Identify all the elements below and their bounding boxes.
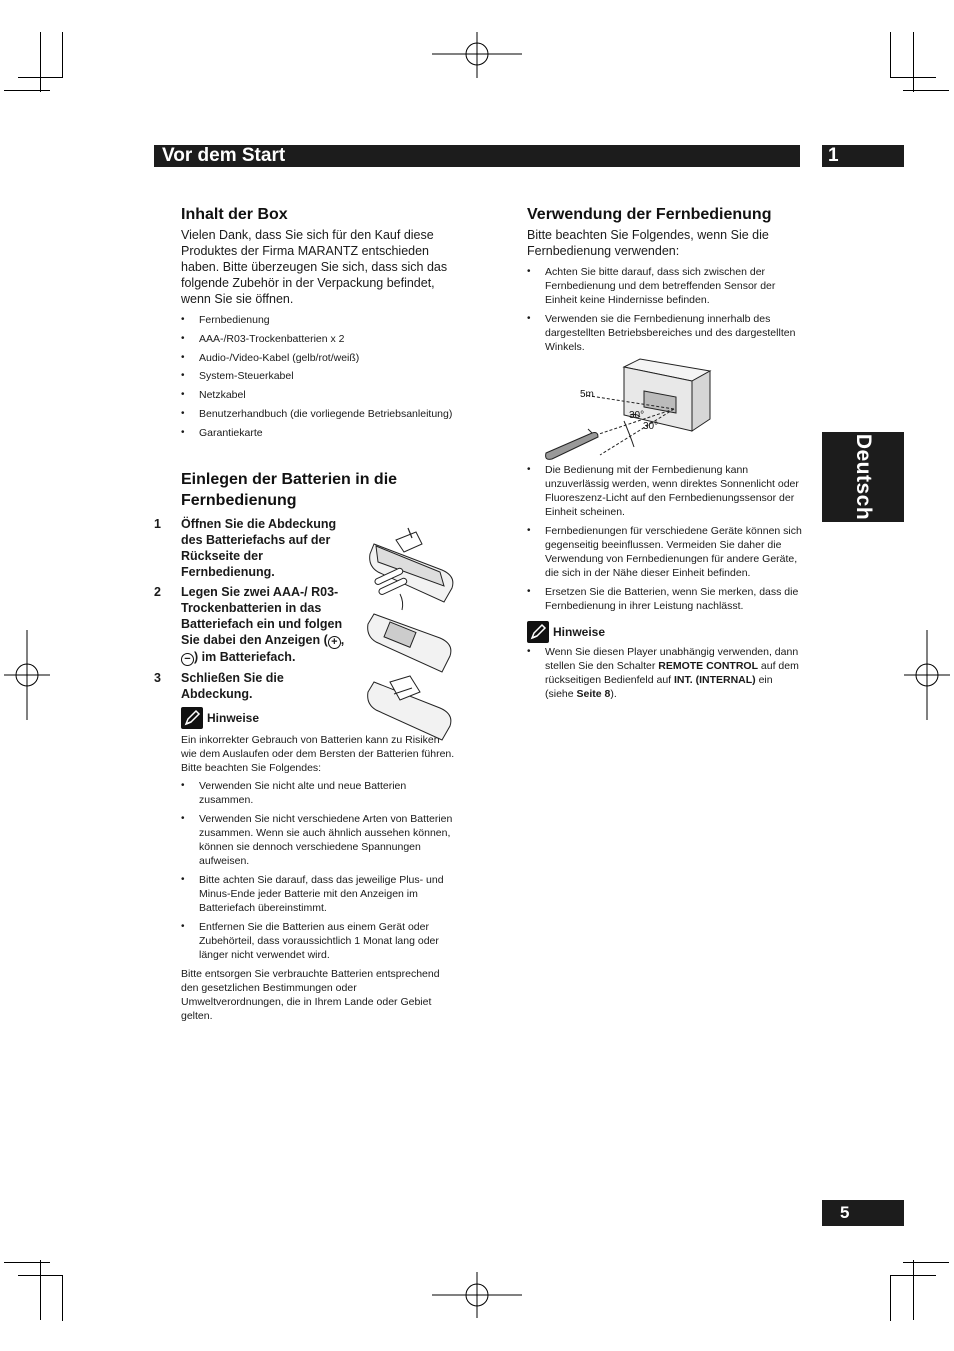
page-reference: Seite 8 xyxy=(576,688,611,700)
remote-usage-list-bottom xyxy=(527,463,803,613)
remote-usage-lower xyxy=(527,463,803,706)
remote-notes-header xyxy=(527,621,803,643)
range-distance-label: 5m xyxy=(580,389,594,400)
remote-notes-title: Hinweise xyxy=(553,625,606,639)
page-number-box xyxy=(822,1200,904,1226)
battery-disposal-note: Bitte entsorgen Sie verbrauchte Batterien entsprechend den gesetzlichen Bestimmungen oder Umweltverordnungen, die in Ihrem Lande oder Gebiet gelten. xyxy=(181,968,440,1022)
step-number: 1 xyxy=(154,517,161,531)
language-label: Deutsch xyxy=(852,433,875,521)
chapter-number: 1 xyxy=(828,145,839,166)
pencil-note-icon xyxy=(527,621,549,643)
battery-notes-intro: Ein inkorrekter Gebrauch von Batterien kann zu Risiken wie dem Auslaufen oder dem Bersten der Batterien führen. Bitte beachten Sie Folgendes: xyxy=(181,734,455,774)
remote-range-diagram xyxy=(540,355,730,461)
remote-usage-section xyxy=(527,204,803,359)
battery-step-3 xyxy=(154,670,346,702)
box-contents-heading: Inhalt der Box xyxy=(181,206,288,223)
list-item: • Benutzerhandbuch (die vorliegende Betriebsanleitung) xyxy=(181,407,456,421)
plus-symbol: + xyxy=(328,636,341,649)
list-item: • Fernbedienungen für verschiedene Geräte können sich gegenseitig beeinflussen. Vermeiden Sie daher die Verwendung von Fernbedienungen für andere Geräte, die sich in der Nähe dieser Einheit befinden. xyxy=(527,524,803,580)
comma: , xyxy=(340,633,345,647)
list-item: • Audio-/Video-Kabel (gelb/rot/weiß) xyxy=(181,351,456,365)
list-item: • Netzkabel xyxy=(181,388,456,402)
box-contents-intro: Vielen Dank, dass Sie sich für den Kauf diese Produktes der Firma MARANTZ entschieden haben. Bitte überzeugen Sie sich, dass sich das folgende Zubehör in der Verpackung befindet, wenn Sie sie öffnen. xyxy=(181,228,448,306)
list-item: • Die Bedienung mit der Fernbedienung kann unzuverlässig werden, wenn direktes Sonnenlicht oder Fluoreszenz-Licht auf den Fernbedienungssensor der Einheit scheinen. xyxy=(527,463,803,519)
list-item: • Garantiekarte xyxy=(181,426,456,440)
remote-usage-heading: Verwendung der Fernbedienung xyxy=(527,206,772,223)
page-number: 5 xyxy=(840,1203,850,1222)
minus-symbol: − xyxy=(181,653,194,666)
step-text-end: ) im Batteriefach. xyxy=(194,650,296,664)
list-item: • Bitte achten Sie darauf, dass das jeweilige Plus- und Minus-Ende jeder Batterie mit den Anzeigen im Batteriefach übereinstimmt. xyxy=(181,873,456,915)
section-header-bar xyxy=(154,145,800,167)
registration-mark-bottom xyxy=(432,1272,522,1318)
step-number: 2 xyxy=(154,585,161,599)
battery-notes-header xyxy=(181,707,456,729)
battery-notes xyxy=(181,707,456,1023)
step-number: 3 xyxy=(154,671,161,685)
list-item: • Fernbedienung xyxy=(181,313,456,327)
battery-step-2 xyxy=(154,584,346,666)
list-item: • Verwenden Sie nicht verschiedene Arten von Batterien zusammen. Wenn sie auch ähnlich aussehen können, können sie dennoch verschiedene Spannungen aufweisen. xyxy=(181,812,456,868)
list-item: • Entfernen Sie die Batterien aus einem Gerät oder Zubehörteil, dass voraussichtlich 1 Monat lang oder länger nicht verwendet wird. xyxy=(181,920,456,962)
internal-setting-label: INT. (INTERNAL) xyxy=(674,674,756,686)
battery-section-heading xyxy=(181,469,456,511)
list-item: • AAA-/R03-Trockenbatterien x 2 xyxy=(181,332,456,346)
battery-notes-title: Hinweise xyxy=(207,711,260,725)
step-text: Öffnen Sie die Abdeckung des Batteriefachs auf der Rückseite der Fernbedienung. xyxy=(181,517,337,579)
section-title: Vor dem Start xyxy=(162,145,286,166)
remote-notes-list xyxy=(527,645,803,701)
registration-mark-left xyxy=(4,630,50,720)
list-item: • Verwenden Sie nicht alte und neue Batterien zusammen. xyxy=(181,779,456,807)
range-angle-upper-label: 30° xyxy=(629,410,645,421)
box-contents-section xyxy=(181,204,456,445)
remote-usage-list-top xyxy=(527,265,803,354)
step-text: Legen Sie zwei AAA-/ R03-Trockenbatterien in das Batteriefach ein und folgen Sie dabei den Anzeigen ( xyxy=(181,585,343,647)
remote-usage-intro: Bitte beachten Sie Folgendes, wenn Sie die Fernbedienung verwenden: xyxy=(527,228,769,258)
list-item: • Achten Sie bitte darauf, dass sich zwischen der Fernbedienung und dem betreffenden Sensor der Einheit keine Hindernisse befinden. xyxy=(527,265,803,307)
battery-heading-line1: Einlegen der Batterien in die xyxy=(181,471,398,488)
list-item: • System-Steuerkabel xyxy=(181,369,456,383)
list-item: • Ersetzen Sie die Batterien, wenn Sie merken, dass die Fernbedienung in ihrer Leistung nachlässt. xyxy=(527,585,803,613)
language-tab xyxy=(822,432,904,522)
range-angle-lower-label: 30° xyxy=(643,421,659,432)
remote-control-switch-label: REMOTE CONTROL xyxy=(658,660,758,672)
list-item: • Wenn Sie diesen Player unabhängig verwenden, dann stellen Sie den Schalter REMOTE CONTROL auf dem rückseitigen Bedienfeld auf INT. (INTERNAL) ein (siehe Seite 8). xyxy=(527,645,803,701)
pencil-note-icon xyxy=(181,707,203,729)
registration-mark-right xyxy=(904,630,950,720)
battery-step-1 xyxy=(154,516,346,580)
registration-mark-top xyxy=(432,32,522,78)
box-contents-list xyxy=(181,313,456,440)
list-item: • Verwenden sie die Fernbedienung innerhalb des dargestellten Betriebsbereiches und des dargestellten Winkels. xyxy=(527,312,803,354)
step-text: Schließen Sie die Abdeckung. xyxy=(181,671,284,701)
chapter-number-box xyxy=(822,145,904,167)
battery-heading-line2: Fernbedienung xyxy=(181,492,297,509)
battery-steps xyxy=(154,516,346,706)
battery-notes-list xyxy=(181,779,456,962)
